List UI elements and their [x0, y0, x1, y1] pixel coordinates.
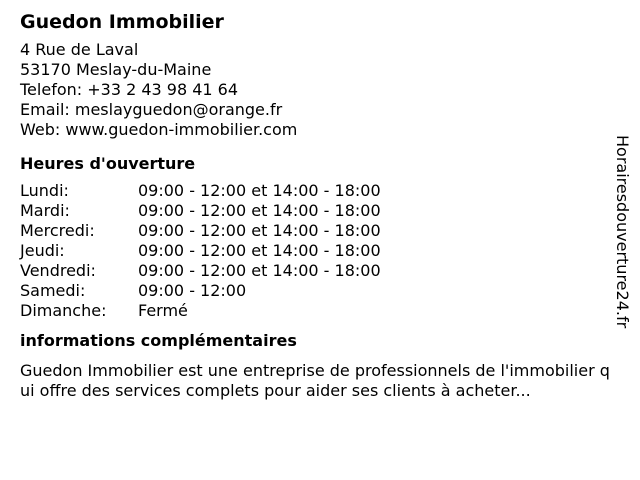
day-label: Lundi:	[20, 181, 69, 200]
business-card	[20, 8, 620, 401]
hours-row-friday	[20, 261, 620, 281]
day-label: Vendredi:	[20, 261, 96, 280]
company-name: Guedon Immobilier	[20, 11, 224, 33]
watermark-text: Horairesdouverture24.fr	[613, 135, 632, 329]
info-heading: informations complémentaires	[20, 331, 297, 350]
hours-row-monday	[20, 181, 620, 201]
address-street: 4 Rue de Laval	[20, 40, 139, 59]
day-label: Jeudi:	[20, 241, 65, 260]
hours-heading: Heures d'ouverture	[20, 154, 196, 173]
day-label: Samedi:	[20, 281, 86, 300]
phone-line: Telefon: +33 2 43 98 41 64	[20, 80, 239, 99]
time-value: 09:00 - 12:00	[138, 281, 247, 300]
email-line: Email: meslayguedon@orange.fr	[20, 100, 283, 119]
company-description: Guedon Immobilier est une entreprise de professionnels de l'immobilier qui offre des services complets pour aider ses clients à acheter...	[20, 361, 610, 400]
time-value: 09:00 - 12:00 et 14:00 - 18:00	[138, 241, 381, 260]
hours-row-saturday	[20, 281, 620, 301]
hours-row-tuesday	[20, 201, 620, 221]
hours-table	[20, 181, 620, 321]
hours-row-sunday	[20, 301, 620, 321]
time-value: 09:00 - 12:00 et 14:00 - 18:00	[138, 201, 381, 220]
site-watermark	[610, 135, 638, 345]
time-value: 09:00 - 12:00 et 14:00 - 18:00	[138, 261, 381, 280]
time-value: Fermé	[138, 301, 188, 320]
contact-block	[20, 40, 620, 140]
day-label: Dimanche:	[20, 301, 107, 320]
hours-row-thursday	[20, 241, 620, 261]
address-city: 53170 Meslay-du-Maine	[20, 60, 212, 79]
day-label: Mardi:	[20, 201, 70, 220]
time-value: 09:00 - 12:00 et 14:00 - 18:00	[138, 221, 381, 240]
time-value: 09:00 - 12:00 et 14:00 - 18:00	[138, 181, 381, 200]
hours-row-wednesday	[20, 221, 620, 241]
web-line: Web: www.guedon-immobilier.com	[20, 120, 298, 139]
day-label: Mercredi:	[20, 221, 95, 240]
